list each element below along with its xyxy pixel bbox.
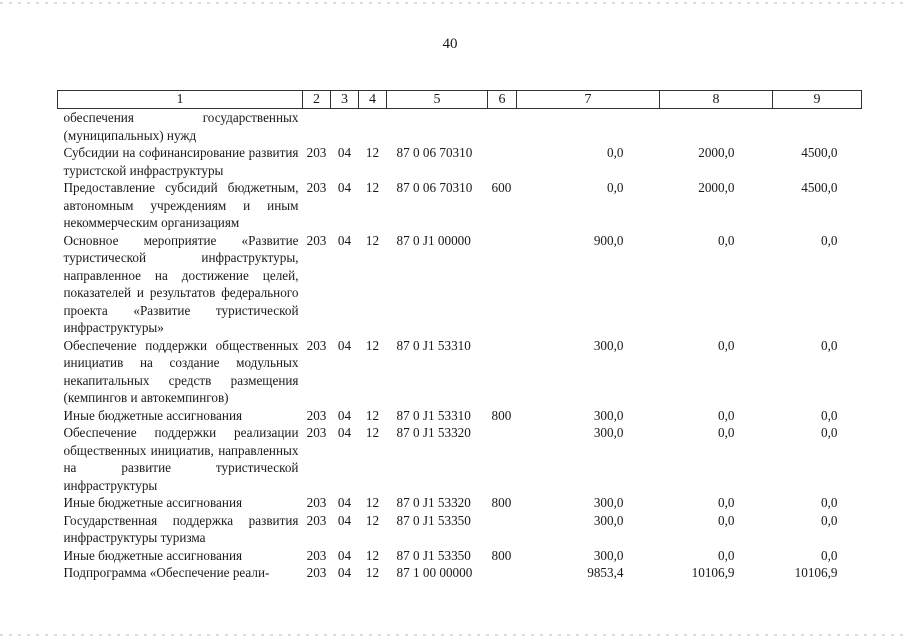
col-header-4: 4 — [359, 91, 387, 109]
cell-col-2: 203 — [306, 495, 327, 510]
cell-col-5: 87 1 00 00000 — [396, 565, 473, 580]
cell-col-5: 87 0 J1 53310 — [396, 407, 471, 423]
table-row — [58, 512, 862, 547]
cell-col-8 — [660, 109, 773, 145]
col-header-6: 6 — [488, 91, 517, 109]
cell-col-2: 203 — [306, 547, 327, 563]
cell-col-8: 0,0 — [718, 407, 735, 423]
cell-col-6 — [488, 144, 517, 179]
cell-col-7 — [517, 109, 660, 145]
cell-col-9: 0,0 — [821, 337, 838, 353]
cell-col-8: 0,0 — [718, 512, 735, 528]
cell-col-3: 04 — [337, 565, 352, 580]
scan-edge-bottom — [0, 634, 905, 636]
cell-col-7: 0,0 — [607, 180, 624, 195]
cell-col-3: 04 — [337, 232, 352, 248]
col-header-9: 9 — [773, 91, 862, 109]
cell-col-9: 0,0 — [821, 495, 838, 510]
cell-col-6: 800 — [491, 495, 512, 510]
col-header-8: 8 — [660, 91, 773, 109]
col-header-3: 3 — [331, 91, 359, 109]
cell-col-4: 12 — [365, 495, 380, 510]
header-row — [58, 91, 862, 109]
cell-col-4: 12 — [365, 145, 380, 160]
cell-col-3: 04 — [337, 512, 352, 528]
cell-col-4: 12 — [365, 337, 380, 353]
cell-col-7: 300,0 — [593, 547, 624, 563]
table-row — [58, 424, 862, 494]
cell-col-2: 203 — [306, 337, 327, 353]
col-header-5: 5 — [387, 91, 488, 109]
cell-col-9: 10106,9 — [794, 565, 838, 580]
cell-col-2: 203 — [306, 425, 327, 440]
table-row — [58, 494, 862, 512]
cell-col-7: 300,0 — [593, 495, 624, 510]
cell-col-9: 4500,0 — [801, 180, 838, 195]
cell-col-5: 87 0 J1 00000 — [396, 232, 471, 248]
cell-col-2 — [303, 109, 331, 145]
cell-col-8: 0,0 — [718, 495, 735, 510]
cell-col-2: 203 — [306, 232, 327, 248]
cell-col-9: 0,0 — [821, 425, 838, 440]
cell-col-5: 87 0 J1 53320 — [396, 425, 471, 440]
cell-col-2: 203 — [306, 145, 327, 160]
table-row — [58, 179, 862, 232]
cell-col-8: 0,0 — [718, 547, 735, 563]
cell-col-7: 300,0 — [593, 425, 624, 440]
cell-col-9: 0,0 — [821, 232, 838, 248]
cell-col-7: 9853,4 — [587, 565, 624, 580]
table-body — [58, 109, 862, 582]
cell-col-6 — [488, 109, 517, 145]
cell-col-3: 04 — [337, 495, 352, 510]
cell-col-8: 2000,0 — [698, 180, 735, 195]
cell-col-6: 800 — [491, 547, 512, 563]
cell-col-7: 300,0 — [593, 407, 624, 423]
table-row — [58, 109, 862, 145]
cell-col-4: 12 — [365, 407, 380, 423]
cell-col-5: 87 0 J1 53350 — [396, 547, 471, 563]
cell-col-4: 12 — [365, 180, 380, 195]
row-label-cell: Обеспечение поддержки общественных инициатив на создание модульных некапитальных средств размещения (кемпингов и автокемпингов) — [63, 337, 299, 405]
cell-col-6 — [488, 512, 517, 547]
cell-col-3 — [331, 109, 359, 145]
table-row — [58, 232, 862, 337]
scan-edge-top — [0, 2, 905, 4]
cell-col-5: 87 0 J1 53310 — [396, 337, 471, 353]
cell-col-9 — [773, 109, 862, 145]
cell-col-8: 0,0 — [718, 425, 735, 440]
cell-col-4: 12 — [365, 565, 380, 580]
cell-col-2: 203 — [306, 512, 327, 528]
cell-col-9: 0,0 — [821, 547, 838, 563]
cell-col-7: 300,0 — [593, 337, 624, 353]
table-row — [58, 144, 862, 179]
cell-col-3: 04 — [337, 547, 352, 563]
table-header — [58, 91, 862, 109]
cell-col-9: 4500,0 — [801, 145, 838, 160]
cell-col-6 — [488, 232, 517, 337]
cell-col-6: 600 — [491, 180, 512, 195]
cell-col-3: 04 — [337, 180, 352, 195]
cell-col-4: 12 — [365, 512, 380, 528]
cell-col-3: 04 — [337, 425, 352, 440]
cell-col-5: 87 0 J1 53350 — [396, 512, 471, 528]
row-label-cell: обеспечения государственных (муниципальных) нужд — [63, 110, 299, 143]
table-row — [58, 547, 862, 565]
cell-col-6: 800 — [491, 407, 512, 423]
col-header-7: 7 — [517, 91, 660, 109]
budget-table — [57, 90, 862, 582]
cell-col-2: 203 — [306, 565, 327, 580]
cell-col-9: 0,0 — [821, 512, 838, 528]
row-label-cell: Подпрограмма «Обеспечение реали- — [63, 565, 270, 580]
row-label-cell: Предоставление субсидий бюджетным, автономным учреждениям и иным некоммерческим организациям — [63, 180, 299, 230]
cell-col-8: 0,0 — [718, 337, 735, 353]
cell-col-5: 87 0 06 70310 — [396, 145, 473, 160]
cell-col-4 — [359, 109, 387, 145]
cell-col-7: 0,0 — [607, 145, 624, 160]
table-row — [58, 407, 862, 425]
cell-col-4: 12 — [365, 547, 380, 563]
cell-col-6 — [488, 564, 517, 582]
row-label-cell: Основное мероприятие «Развитие туристической инфраструктуры, направленное на достижение целей, показателей и результатов федерального проекта «Развитие туристической инфраструктуры» — [63, 232, 299, 335]
table-row — [58, 337, 862, 407]
cell-col-8: 2000,0 — [698, 145, 735, 160]
cell-col-5 — [387, 109, 488, 145]
col-header-2: 2 — [303, 91, 331, 109]
row-label-cell: Иные бюджетные ассигнования — [63, 495, 243, 510]
cell-col-5: 87 0 J1 53320 — [396, 495, 471, 510]
row-label-cell: Обеспечение поддержки реализации общественных инициатив, направленных на развитие туристической инфраструктуры — [63, 425, 299, 493]
cell-col-3: 04 — [337, 407, 352, 423]
cell-col-3: 04 — [337, 337, 352, 353]
row-label-cell: Государственная поддержка развития инфраструктуры туризма — [63, 512, 299, 545]
cell-col-7: 900,0 — [593, 232, 624, 248]
cell-col-9: 0,0 — [821, 407, 838, 423]
cell-col-4: 12 — [365, 425, 380, 440]
cell-col-8: 0,0 — [718, 232, 735, 248]
cell-col-3: 04 — [337, 145, 352, 160]
row-label-cell: Иные бюджетные ассигнования — [63, 407, 243, 423]
page-number: 40 — [442, 36, 458, 52]
table-row — [58, 564, 862, 582]
row-label-cell: Субсидии на софинансирование развития туристской инфраструктуры — [63, 145, 299, 178]
cell-col-2: 203 — [306, 180, 327, 195]
row-label-cell: Иные бюджетные ассигнования — [63, 547, 243, 563]
cell-col-4: 12 — [365, 232, 380, 248]
cell-col-8: 10106,9 — [691, 565, 735, 580]
col-header-1: 1 — [58, 91, 303, 109]
cell-col-7: 300,0 — [593, 512, 624, 528]
cell-col-6 — [488, 424, 517, 494]
cell-col-2: 203 — [306, 407, 327, 423]
cell-col-6 — [488, 337, 517, 407]
cell-col-5: 87 0 06 70310 — [396, 180, 473, 195]
